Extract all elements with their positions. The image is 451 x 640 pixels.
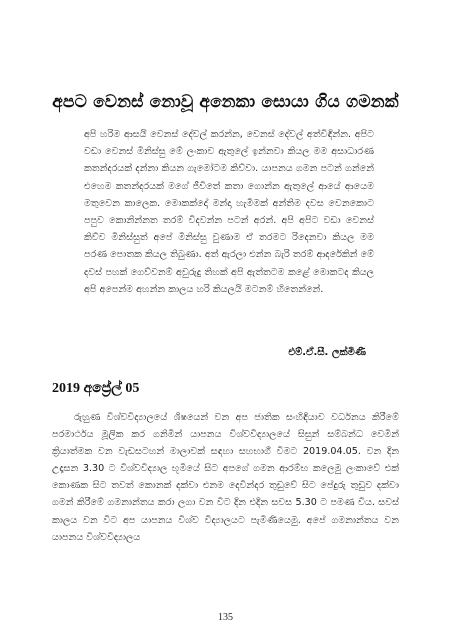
page-number: 135: [218, 612, 233, 623]
date-heading: 2019 අප්‍රේල් 05: [52, 381, 140, 396]
author-name: එම්.ඒ.සී. ලක්මිණී: [288, 347, 366, 358]
chapter-title: අපට වෙනස් නොවූ අනෙකා සොයා ගිය ගමනක්: [52, 92, 399, 112]
body-paragraph: රුහුණ විශ්වවිද්‍යාලයේ ශිෂයෙන් වන අප ජාතික සංහිඳියාව වර්ධනය කිරීමේ පරමාර්ථය මූලික කර ගනිමින් යාපනය විශ්වවිද්‍යාලයේ සිසුන් සම්බන්ධ වෙමින් ක්‍රියාත්මක වන වැඩසටහන් මාලාවක් සඳහා සහභාගී විමට 2019.04.05. වන දින උදෑසන 3.30 ට විශ්වවිද්‍යාල භූමියේ සිට අපගේ ගමන ආරම්භ කලෙමු ලංකාවේ එක් කොණක සිට තවත් කොනක් දක්වා එනම දෙවින්දර තුඩුවේ සිට පේදුරු තුඩුව දක්වා ගමන් කිරීමේ ගමනාන්තය කරා ලගා වන විට දින එදින සවස 5.30 ට පමණ විය. සවස් කාලය වන විට අප යාපනය විශ්ව විද්‍යාලයට පැමිණියෙමු. අපේ ගමනාන්තය වන යාපනය විශ්වවිද්‍යාලය: [52, 412, 399, 543]
intro-paragraph: අපි හරිම ආසයි වෙනස් දේවල් කරන්න, වෙනස් දේවල් අත්විඳින්න. අපිට වඩා වෙනස් මිනිස්සු මේ ලංකාව ඇතුලේ ඉන්නවා කියල මම අසාධාරණ කතන්දරයක් දන්නා කියන ගැමෝටම කිව්වා. යාපනය ගමන පටන් ගන්නේ එහෙම කතන්දරයක් මගේ ජීවිතේ කතා ගොන්න ඇතුලේ ආයේ ආයෙම මතුවෙන කාලෙක. මොකක්දෝ මන්දා හැමීමක් අන්තිම දවස වෙනකොට පපුව කොනින්නත තරම් විදවන්න පටන් අරන්. අපි අපිට වඩා වෙනස් කිව්ව මිනිස්සුත් අපේ මිනිස්සු වුණාම ඒ තරමට රිදෙනවා කියල මම පරණ පොතක කියල තිබුණා. අත් ඇරලා එන්න බැරි තරම් ආදරේකින් මේ දවස් පහක් ගෙව්වනම් අවුරුදු තිහක් අපි ඇත්තටම කළේ මොකටද කියල අපි අපෙන්ම අහන්න කාලය හරි කියලයි මටනම් හිතෙන්නේ.: [84, 129, 374, 295]
